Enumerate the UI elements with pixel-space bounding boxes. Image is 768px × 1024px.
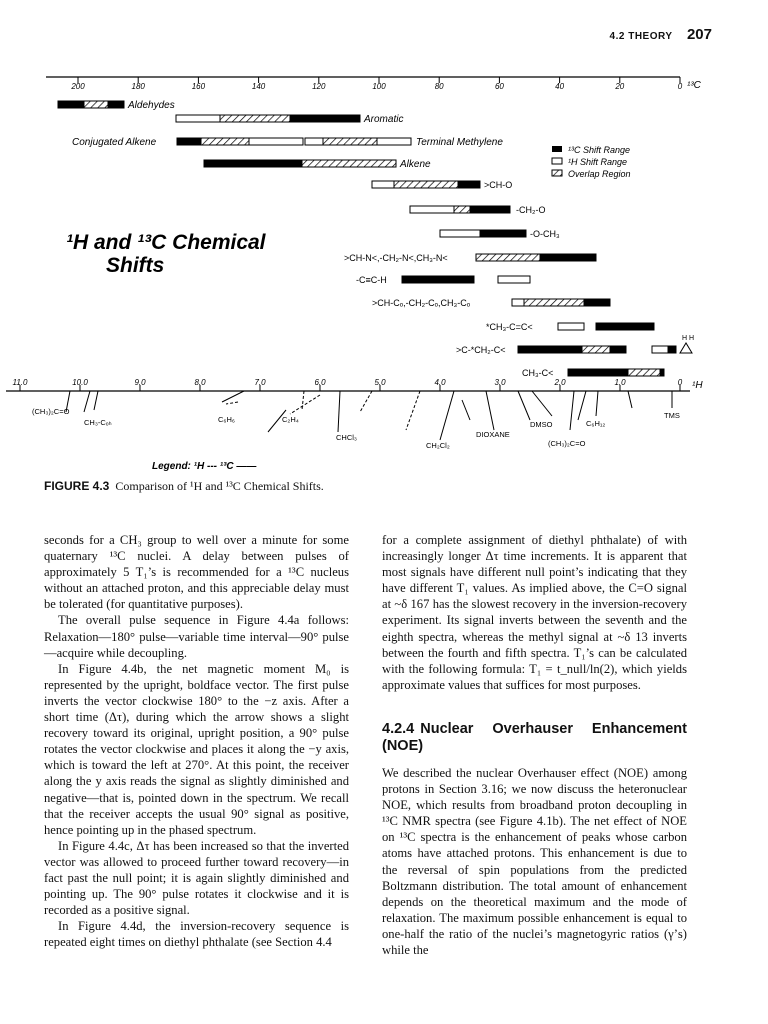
c13-axis-unit: ¹³C xyxy=(687,80,701,91)
solvent-acetone-left: (CH₃)₂C=O xyxy=(32,407,70,416)
h1-tick-label: 7.0 xyxy=(254,378,266,387)
label-hh: H H xyxy=(682,335,695,342)
label-carbonyl-alpha: >CH-Cₒ,-CH₂-Cₒ,CH₃-Cₒ xyxy=(372,298,471,308)
h1-tick-label: 2.0 xyxy=(554,378,566,387)
solvent-dioxane: DIOXANE xyxy=(476,430,510,439)
shift-legend xyxy=(552,145,631,179)
c13-tick-label: 160 xyxy=(191,82,206,91)
c13-tick-label: 60 xyxy=(494,82,504,91)
line-legend: Legend: ¹H --- ¹³C —— xyxy=(152,461,257,472)
solvent-acetic: CH₃-Cₒₕ xyxy=(84,418,112,427)
h1-axis xyxy=(6,378,703,391)
c13-tick-label: 100 xyxy=(372,82,386,91)
h1-tick-label: 4.0 xyxy=(434,378,446,387)
solvent-dmso: DMSO xyxy=(530,420,553,429)
c13-axis xyxy=(46,77,702,91)
h1-tick-label: 11.0 xyxy=(12,378,28,387)
solvent-ch2cl2: CH₂Cl₂ xyxy=(426,441,450,450)
c13-tick-label: 180 xyxy=(131,82,145,91)
page-number: 207 xyxy=(686,26,712,43)
label-ch3-c: CH₃-C< xyxy=(522,368,554,378)
c13-tick-label: 80 xyxy=(434,82,444,91)
figure-caption xyxy=(44,479,724,494)
solvent-c2h4: C₂H₄ xyxy=(282,415,299,424)
label-alkyne: -C≡C-H xyxy=(356,275,387,285)
left-paragraph-3: In Figure 4.4b, the net magnetic moment M₀ is represented by the upright, boldface vector. The first pulse inverts the vector clockwise 180° to the −z axis. After a short time (Δτ), during which the arrow shows a slight recovery toward its original, upright position, a 90° pulse rotates the vector clockwise and places it along the −y axis, which is toward the left at 270°. At this point, the receiver along the y axis reads the signal as slightly diminished and negative—that is, pointed down in the spectrum. We recall that the receiver accepts the usual 90° signal as positive, hence pointing up in the phased spectrum. xyxy=(44,661,349,837)
h1-tick-label: 1.0 xyxy=(614,378,626,387)
label-terminal-methylene: Terminal Methylene xyxy=(416,137,503,148)
h1-tick-label: 9.0 xyxy=(134,378,146,387)
label-alkene: Alkene xyxy=(400,159,431,170)
solvent-tms: TMS xyxy=(664,411,680,420)
label-ch2-o: -CH₂-O xyxy=(516,205,546,215)
cyclopropane-icon xyxy=(680,343,692,353)
h1-tick-label: 6.0 xyxy=(314,378,326,387)
running-section: 4.2 THEORY xyxy=(609,31,673,42)
c13-tick-label: 20 xyxy=(615,82,625,91)
solvent-c6h12: C₆H₁₂ xyxy=(586,419,606,428)
right-paragraph-2: We described the nuclear Overhauser effect (NOE) among protons in Section 3.16; we now discuss the heteronuclear NOE, which results from broadband proton decoupling in ¹³C NMR spectra (see Figure 4.1b). The net effect of NOE on ¹³C spectra is the enhancement of peaks whose carbon atoms have attached protons. This enhancement is due to the reversal of spin populations from the predicted Boltzmann distribution. The total amount of enhancement depends on the theoretical maximum and the mode of relaxation. The maximum possible enhancement is equal to one-half the ratio of the nuclei’s magnetogyric ratios (γ’s) while the xyxy=(382,765,687,957)
c13-tick-label: 120 xyxy=(312,82,326,91)
left-column xyxy=(44,532,349,950)
label-ch-n: >CH-N<,-CH₂-N<,CH₃-N< xyxy=(344,253,448,263)
legend-h1-range: ¹H Shift Range xyxy=(568,157,628,167)
solvent-c6h6: C₆H₆ xyxy=(218,415,235,424)
h1-axis-unit: ¹H xyxy=(692,380,703,391)
section-title: Nuclear Overhauser Enhancement (NOE) xyxy=(382,720,687,754)
label-aldehydes: Aldehydes xyxy=(128,100,175,111)
c13-tick-label: 140 xyxy=(251,82,266,91)
label-ch-o: >CH-O xyxy=(484,180,513,190)
label-allylic: *CH₃-C=C< xyxy=(486,322,533,332)
c13-tick-label: 200 xyxy=(71,82,85,91)
h1-tick-label: 8.0 xyxy=(194,378,206,387)
h1-tick-label: 10.0 xyxy=(72,378,88,387)
left-paragraph-1: seconds for a CH₃ group to well over a minute for some quaternary ¹³C nuclei. A delay between pulses of approximately 5 T₁’s is recommended for a ¹³C nucleus without an attached proton, and this appreciable delay must be tolerated (for quantitative purposes). xyxy=(44,533,349,612)
solvent-acetone: (CH₃)₂C=O xyxy=(548,439,586,448)
h1-tick-label: 0 xyxy=(677,378,683,387)
figure-title-line1: ¹H and ¹³C Chemical xyxy=(66,231,266,254)
left-paragraph-5: In Figure 4.4d, the inversion-recovery sequence is repeated eight times on diethyl phthalate (see Section 4.4 xyxy=(44,919,349,950)
left-paragraph-2: The overall pulse sequence in Figure 4.4a follows: Relaxation—180° pulse—variable time interval—90° pulse—acquire while decoupling. xyxy=(44,613,349,660)
c13-tick-label: 0 xyxy=(677,82,683,91)
label-cyclo: >C-*CH₂-C< xyxy=(456,345,506,355)
right-column xyxy=(382,532,687,958)
figure-caption-text: Comparison of ¹H and ¹³C Chemical Shifts. xyxy=(115,479,324,493)
legend-overlap: Overlap Region xyxy=(568,169,631,179)
label-aromatic: Aromatic xyxy=(364,114,404,125)
figure-title-line2: Shifts xyxy=(106,254,165,277)
h1-tick-label: 5.0 xyxy=(374,378,386,387)
right-paragraph-1: for a complete assignment of diethyl phthalate) of with increasingly longer Δτ time increments. It is apparent that most signals have different null point’s indicating that they have different T₁ values. As implied above, the C=O signal at ~δ 167 has the slowest recovery in the inversion-recovery experiment. Its signal inverts between the seventh and the eighth spectra, whereas the methyl signal at ~δ 13 inverts between the fourth and fifth spectra. T₁’s can be calculated with the following formula: T₁ = t_null/ln(2), which yields approximate values that suffices for most purposes. xyxy=(382,533,687,692)
section-heading xyxy=(382,721,687,755)
legend-c13-range: ¹³C Shift Range xyxy=(568,145,631,155)
figure-label: FIGURE 4.3 xyxy=(44,479,110,493)
h1-tick-label: 3.0 xyxy=(494,378,506,387)
section-number: 4.2.4 xyxy=(382,720,415,737)
chemical-shift-figure xyxy=(0,0,768,480)
c13-tick-label: 40 xyxy=(555,82,565,91)
label-conjugated-alkene: Conjugated Alkene xyxy=(72,137,157,148)
label-och3: -O-CH₃ xyxy=(530,229,560,239)
solvent-chcl3: CHCl₃ xyxy=(336,433,357,442)
left-paragraph-4: In Figure 4.4c, Δτ has been increased so that the inverted vector was allowed to proceed further toward recovery—in fact past the null point; it is again slightly diminished and pointing up. The 90° pulse rotates it clockwise and it is recorded as a positive signal. xyxy=(44,838,349,918)
